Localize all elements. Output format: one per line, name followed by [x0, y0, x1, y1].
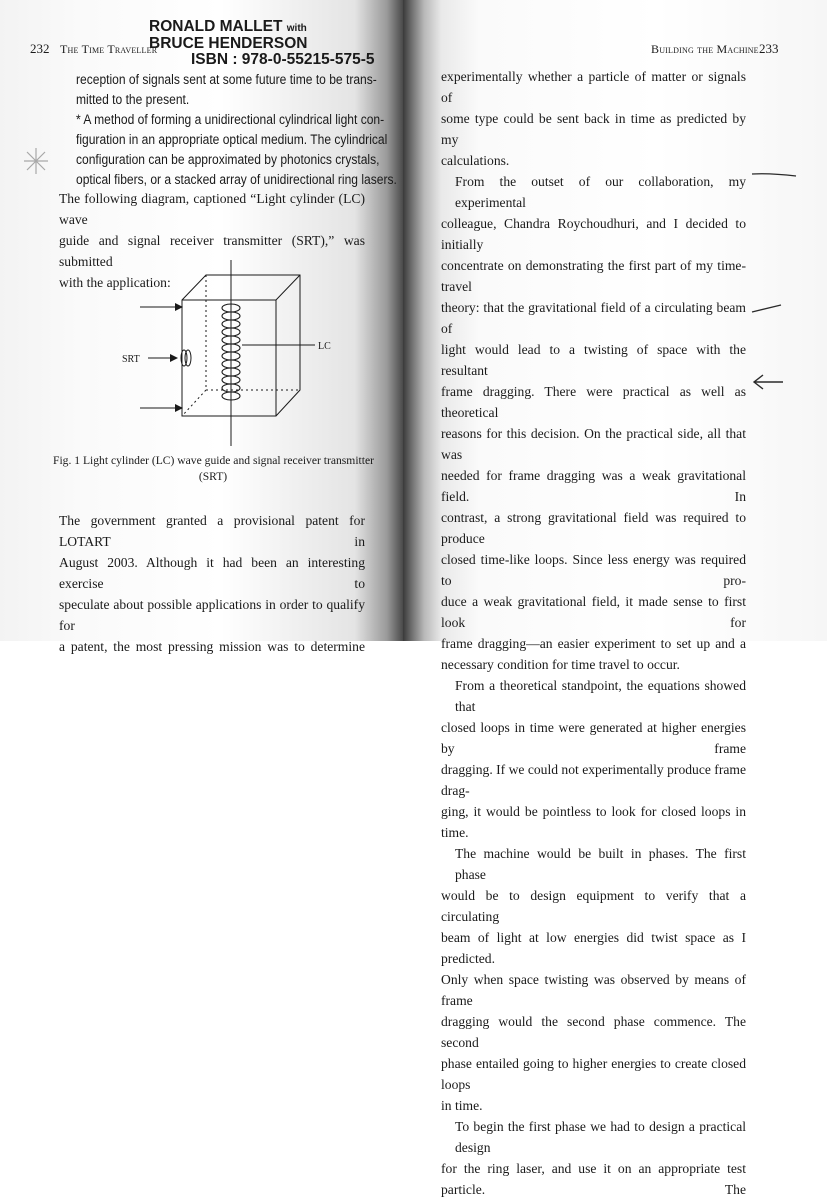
body-line: theory: that the gravitational field of a circulating beam of	[441, 300, 746, 336]
closing-line: August 2003. Although it had been an interesting exercise to	[59, 555, 365, 591]
right-page-number: 233	[759, 41, 779, 56]
body-line: frame dragging. There were practical as well as theoretical	[441, 384, 746, 420]
body-line: frame dragging—an easier experiment to set up and a	[441, 636, 746, 651]
body-line: contrast, a strong gravitational field was required to produce	[441, 510, 746, 546]
body-line: in time.	[441, 1098, 483, 1113]
author-name-line2: BRUCE HENDERSON	[149, 35, 308, 52]
closing-paragraph	[59, 510, 365, 657]
body-line: From a theoretical standpoint, the equations showed that	[455, 678, 746, 714]
closing-line: The government granted a provisional patent for LOTART in	[59, 513, 365, 549]
left-running-head: The Time Traveller	[60, 42, 158, 56]
lc-label: LC	[318, 341, 331, 352]
margin-pencil-mark	[22, 146, 50, 176]
body-line: necessary condition for time travel to occur.	[441, 657, 680, 672]
left-page-number: 232	[30, 41, 50, 56]
intro-line: guide and signal receiver transmitter (SRT),” was submitted	[59, 233, 365, 269]
srt-label: SRT	[122, 354, 140, 365]
body-line: light would lead to a twisting of space with the resultant	[441, 342, 746, 378]
closing-line: speculate about possible applications in order to qualify for	[59, 597, 365, 633]
body-line: time.	[441, 825, 469, 840]
light-cylinder-diagram	[110, 250, 360, 450]
body-line: experimentally whether a particle of matter or signals of	[441, 69, 746, 105]
body-line: colleague, Chandra Roychoudhuri, and I decided to initially	[441, 216, 746, 252]
body-line: would be to design equipment to verify that a circulating	[441, 888, 746, 924]
right-body-text	[441, 66, 746, 1200]
body-line: reasons for this decision. On the practical side, all that was	[441, 426, 746, 462]
body-line: To begin the first phase we had to design a practical design	[455, 1119, 746, 1155]
body-line: some type could be sent back in time as predicted by my	[441, 111, 746, 147]
claim-line: configuration can be approximated by photonics crystals,	[76, 152, 380, 167]
intro-line: The following diagram, captioned “Light cylinder (LC) wave	[59, 191, 365, 227]
body-line: beam of light at low energies did twist space as I predicted.	[441, 930, 746, 966]
body-line: calculations.	[441, 153, 510, 168]
caption-line: (SRT)	[198, 470, 228, 483]
claim-line: optical fibers, or a stacked array of unidirectional ring lasers.	[76, 172, 397, 187]
claim-line: * A method of forming a unidirectional cylindrical light con-	[76, 112, 385, 127]
body-line: phase entailed going to higher energies to create closed loops	[441, 1056, 746, 1092]
body-line: ging, it would be pointless to look for closed loops in	[441, 804, 746, 819]
figure-caption	[53, 453, 373, 485]
closing-line: a patent, the most pressing mission was to determine	[59, 639, 365, 654]
margin-pencil-dash-1	[750, 168, 800, 180]
body-line: duce a weak gravitational field, it made sense to first look for	[441, 594, 746, 630]
right-running-head: Building the Machine	[651, 42, 759, 56]
author-name-line1: RONALD MALLET with	[149, 18, 307, 35]
body-line: concentrate on demonstrating the first part of my time-travel	[441, 258, 746, 294]
body-line: The machine would be built in phases. The first phase	[455, 846, 746, 882]
claims-block	[76, 70, 433, 190]
claim-line: mitted to the present.	[76, 92, 190, 107]
claim-line: figuration in an appropriate optical medium. The cylindrical	[76, 132, 388, 147]
body-line: closed time-like loops. Since less energy was required to pro-	[441, 552, 746, 588]
body-line: needed for frame dragging was a weak gravitational field. In	[441, 468, 746, 504]
claim-line: reception of signals sent at some future time to be trans-	[76, 72, 377, 87]
body-line: dragging. If we could not experimentally produce frame drag-	[441, 762, 746, 798]
right-page	[403, 0, 827, 1197]
body-line: closed loops in time were generated at higher energies by frame	[441, 720, 746, 756]
body-line: Only when space twisting was observed by means of frame	[441, 972, 746, 1008]
intro-line: with the application:	[59, 275, 171, 290]
body-line: dragging would the second phase commence. The second	[441, 1014, 746, 1050]
body-line: for the ring laser, and use it on an appropriate test particle. The	[441, 1161, 746, 1197]
isbn-line: ISBN : 978-0-55215-575-5	[191, 51, 375, 68]
margin-pencil-arrow	[749, 372, 787, 392]
body-line: From the outset of our collaboration, my experimental	[455, 174, 746, 210]
margin-pencil-dash-2	[749, 302, 785, 316]
left-page	[0, 0, 403, 654]
caption-line: Fig. 1 Light cylinder (LC) wave guide and signal receiver transmitter	[53, 454, 374, 467]
